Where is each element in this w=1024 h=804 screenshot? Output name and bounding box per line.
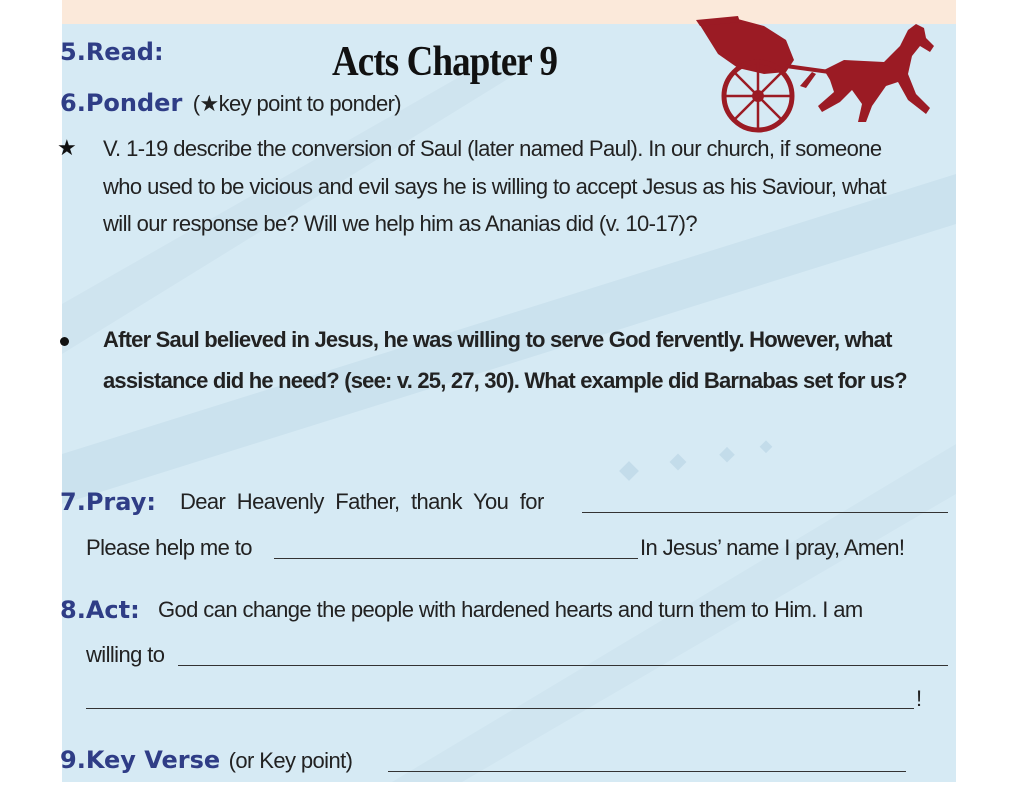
step-ponder-label: 6.Ponder [60, 89, 183, 117]
ponder-note: (★key point to ponder) [192, 91, 402, 116]
pray-thanks-blank[interactable] [582, 512, 948, 513]
act-line-2: willing to [86, 642, 165, 667]
pray-line-2-start: Please help me to [86, 535, 252, 560]
step-read-label: 5.Read: [60, 38, 164, 66]
step-act-label: 8.Act: [60, 596, 140, 624]
ponder-q1-line-2: who used to be vicious and evil says he is willing to accept Jesus as his Saviour, what [103, 174, 887, 199]
key-verse-blank[interactable] [388, 771, 906, 772]
ponder-q2-line-2: assistance did he need? (see: v. 25, 27, 30). What example did Barnabas set for us? [103, 368, 907, 393]
pray-line-2-end: In Jesus’ name I pray, Amen! [640, 535, 905, 560]
page-title: Acts Chapter 9 [332, 39, 558, 85]
ponder-q2-line-1: After Saul believed in Jesus, he was willing to serve God fervently. However, what [103, 327, 892, 352]
act-end-mark: ! [916, 686, 922, 711]
key-verse-note: (or Key point) [228, 748, 353, 773]
ponder-heading [60, 89, 401, 117]
ponder-q1-line-3: will our response be? Will we help him as Ananias did (v. 10-17)? [103, 211, 698, 236]
act-willing-blank[interactable] [178, 665, 948, 666]
step-key-verse-label: 9.Key Verse [60, 746, 221, 774]
act-line-1: God can change the people with hardened hearts and turn them to Him. I am [158, 597, 863, 622]
act-second-blank[interactable] [86, 708, 914, 709]
step-pray-label: 7.Pray: [60, 488, 156, 516]
ponder-q1-line-1: V. 1-19 describe the conversion of Saul (later named Paul). In our church, if someone [103, 136, 882, 161]
bullet-icon [60, 337, 69, 346]
pray-line-1: Dear Heavenly Father, thank You for [180, 489, 544, 514]
pray-help-blank[interactable] [274, 558, 638, 559]
star-icon: ★ [57, 135, 77, 160]
key-verse-heading [60, 746, 352, 774]
horse-carriage-icon [694, 16, 944, 134]
